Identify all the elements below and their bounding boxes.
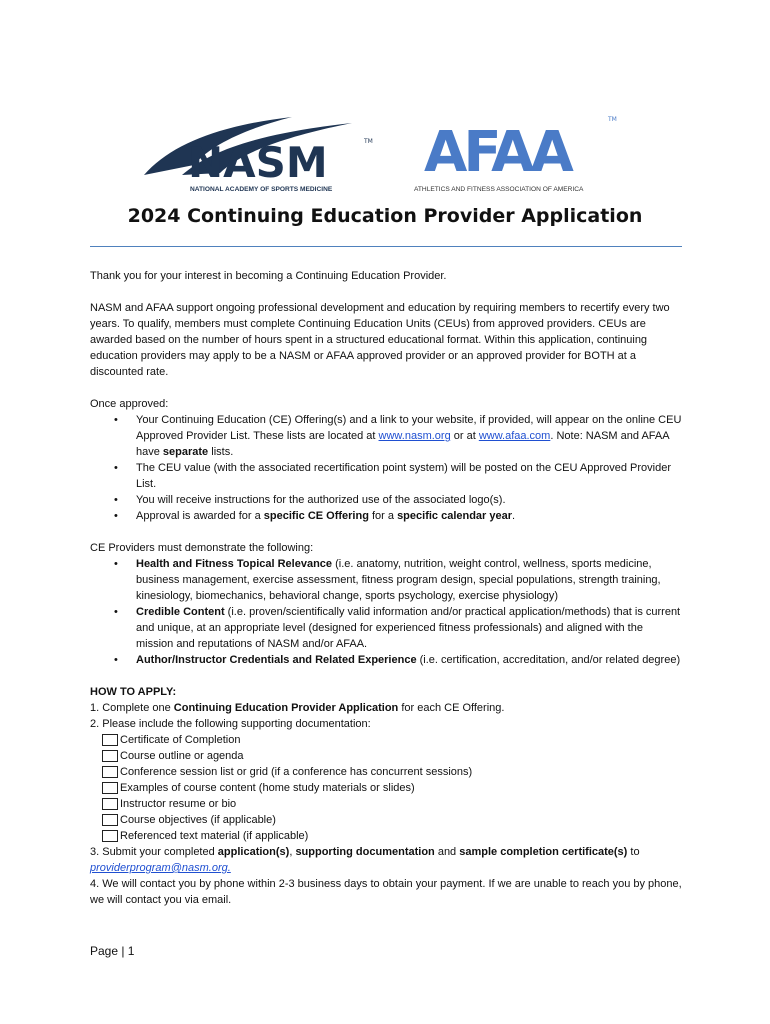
checkbox[interactable]	[102, 830, 118, 842]
checkbox[interactable]	[102, 734, 118, 746]
checkbox[interactable]	[102, 782, 118, 794]
page-number: Page | 1	[90, 944, 135, 958]
list-item: • Author/Instructor Credentials and Related Experience (i.e. certification, accreditation, and/or related degree)	[114, 654, 681, 666]
step-4: 4. We will contact you by phone within 2-3 business days to obtain your payment. If we are unable to reach you by phone, we will contact you via email.	[90, 878, 682, 906]
intro-text: Thank you for your interest in becoming a Continuing Education Provider.	[90, 270, 447, 282]
checklist-item[interactable]: Instructor resume or bio	[90, 796, 682, 812]
step-3: 3. Submit your completed application(s), supporting documentation and sample completion certificate(s) to providerprogram@nasm.org.	[90, 846, 640, 874]
checklist-item[interactable]: Conference session list or grid (if a conference has concurrent sessions)	[90, 764, 682, 780]
nasm-logo	[142, 103, 382, 193]
logo-header	[0, 95, 770, 195]
afaa-wordmark: AFAA	[424, 120, 570, 185]
requirements-heading: CE Providers must demonstrate the following:	[90, 542, 314, 554]
list-item: • Approval is awarded for a specific CE Offering for a specific calendar year.	[114, 510, 516, 522]
overview-paragraph: NASM and AFAA support ongoing professional development and education by requiring members to recertify every two years. To qualify, members must complete Continuing Education Units (CEUs) from approved providers. CEUs are awarded based on the number of hours spent in a structured educational format. Within this application, continuing education providers may apply to be a NASM or AFAA approved provider or an approved provider for BOTH at a discounted rate.	[90, 302, 670, 378]
list-item: • Credible Content (i.e. proven/scientifically valid information and/or practical application/methods) that is current and unique, at an appropriate level (designed for experienced fitness professionals) and aligned with the mission and reputations of NASM and/or AFAA.	[114, 606, 681, 650]
afaa-tagline: ATHLETICS AND FITNESS ASSOCIATION OF AMERICA	[414, 186, 584, 193]
checklist-item[interactable]: Examples of course content (home study materials or slides)	[90, 780, 682, 796]
documentation-checklist	[90, 732, 682, 844]
requirements-list	[90, 556, 682, 668]
checklist-item[interactable]: Certificate of Completion	[90, 732, 682, 748]
step-1: 1. Complete one Continuing Education Provider Application for each CE Offering.	[90, 702, 505, 714]
step-2: 2. Please include the following supporting documentation:	[90, 718, 371, 730]
nasm-wordmark: NASM	[188, 138, 328, 187]
checklist-item[interactable]: Course objectives (if applicable)	[90, 812, 682, 828]
list-item: • Your Continuing Education (CE) Offering(s) and a link to your website, if provided, will appear on the online CEU Approved Provider List. These lists are located at www.nasm.org or at www.afaa.com. Note: NASM and AFAA have separate lists.	[114, 414, 682, 458]
checkbox[interactable]	[102, 766, 118, 778]
svg-text:TM: TM	[364, 138, 373, 145]
checkbox[interactable]	[102, 750, 118, 762]
once-approved-list	[90, 412, 682, 524]
nasm-website-link[interactable]: www.nasm.org	[378, 430, 451, 442]
checklist-item[interactable]: Referenced text material (if applicable)	[90, 828, 682, 844]
title-divider	[90, 246, 682, 247]
list-item: • Health and Fitness Topical Relevance (i.e. anatomy, nutrition, weight control, wellness, sports medicine, business management, exercise assessment, fitness program design, special populations, strength training, kinesiology, biomechanics, behavioral change, sports psychology, exercise physiology)	[114, 558, 661, 602]
how-to-apply-heading: HOW TO APPLY:	[90, 686, 177, 698]
provider-email-link[interactable]: providerprogram@nasm.org.	[90, 862, 231, 874]
afaa-logo	[412, 103, 637, 193]
page-title: 2024 Continuing Education Provider Application	[127, 205, 643, 227]
list-item: • The CEU value (with the associated recertification point system) will be posted on the CEU Approved Provider List.	[114, 462, 671, 490]
svg-text:TM: TM	[608, 116, 617, 123]
checklist-item[interactable]: Course outline or agenda	[90, 748, 682, 764]
checkbox[interactable]	[102, 798, 118, 810]
document-body	[90, 268, 682, 908]
list-item: • You will receive instructions for the authorized use of the associated logo(s).	[114, 494, 506, 506]
nasm-tagline: NATIONAL ACADEMY OF SPORTS MEDICINE	[190, 186, 333, 193]
once-approved-heading: Once approved:	[90, 398, 169, 410]
checkbox[interactable]	[102, 814, 118, 826]
afaa-website-link[interactable]: www.afaa.com	[478, 430, 551, 442]
